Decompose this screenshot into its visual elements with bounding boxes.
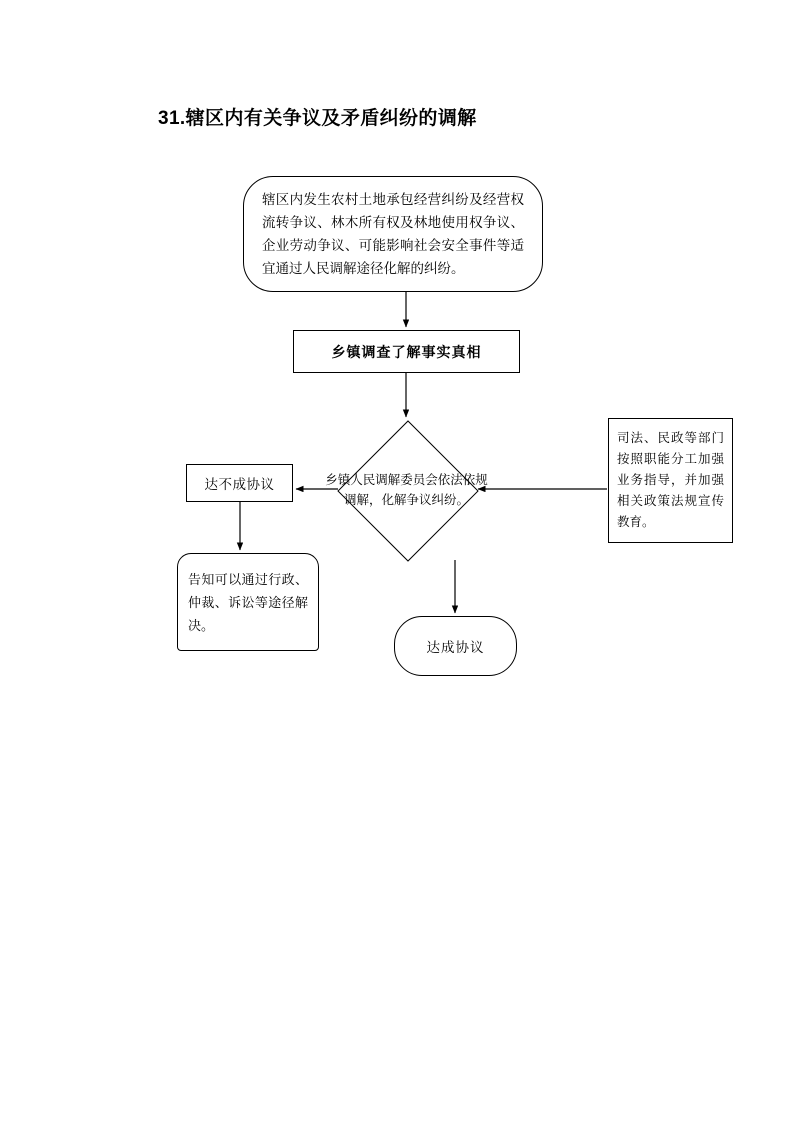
node-agreement-label: 达成协议 xyxy=(426,640,485,655)
node-decision-label: 乡镇人民调解委员会依法依规调解，化解争议纠纷。 xyxy=(325,472,488,507)
node-agreement xyxy=(394,616,517,676)
node-investigate xyxy=(293,330,520,373)
node-investigate-label: 乡镇调查了解事实真相 xyxy=(331,345,482,361)
node-guidance-label: 司法、民政等部门按照职能分工加强业务指导，并加强相关政策法规宣传教育。 xyxy=(617,431,724,529)
node-inform-label: 告知可以通过行政、仲裁、诉讼等途径解决。 xyxy=(188,571,308,633)
node-guidance xyxy=(608,418,733,543)
node-start-label: 辖区内发生农村土地承包经营纠纷及经营权流转争议、林木所有权及林地使用权争议、企业劳动争议、可能影响社会安全事件等适宜通过人民调解途径化解的纠纷。 xyxy=(262,192,524,276)
node-no-agreement xyxy=(186,464,293,502)
node-start xyxy=(243,176,543,292)
node-no-agreement-label: 达不成协议 xyxy=(204,477,275,492)
node-decision xyxy=(325,420,488,559)
page-title: 31.辖区内有关争议及矛盾纠纷的调解 xyxy=(158,108,477,129)
node-inform xyxy=(177,553,319,651)
